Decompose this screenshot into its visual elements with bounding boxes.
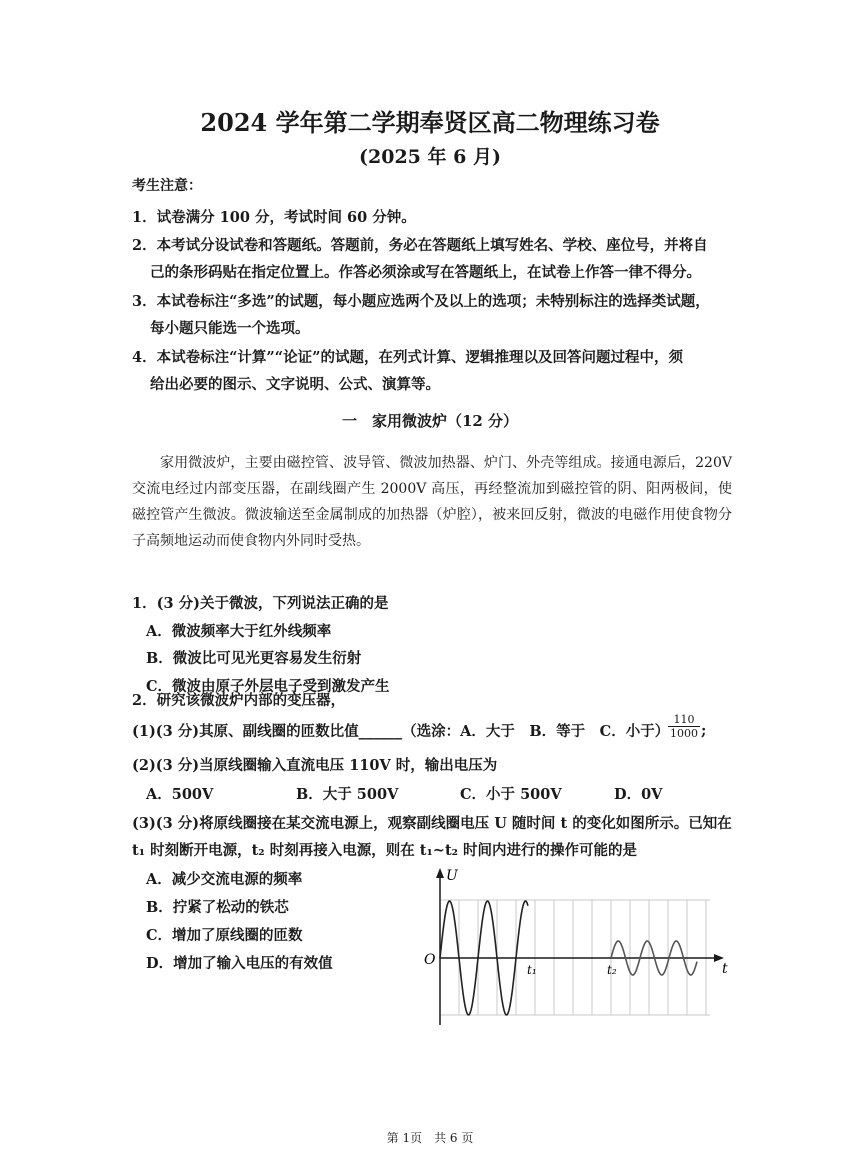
q2-sub2-option-c: C．小于 500V [460, 786, 562, 803]
page-title: 2024 学年第二学期奉贤区高二物理练习卷 [200, 108, 660, 137]
notice-item-1: 1．试卷满分 100 分，考试时间 60 分钟。 [132, 209, 416, 226]
page-subtitle: (2025 年 6 月) [359, 146, 501, 168]
notice-item-3: 3．本试卷标注“多选”的试题，每小题应选两个及以上的选项；未特别标注的选择类试题， [132, 293, 710, 310]
q2-stem: 2．研究该微波炉内部的变压器， [132, 692, 346, 709]
x-axis-label: t [722, 961, 728, 977]
t1-label: t₁ [527, 963, 537, 977]
q2-sub3-option-b: B．拧紧了松动的铁芯 [146, 899, 289, 916]
ratio-fraction [668, 713, 700, 740]
passage-text: 家用微波炉，主要由磁控管、波导管、微波加热器、炉门、外壳等组成。接通电源后，220V 交流电经过内部变压器，在副线圈产生 2000V 高压，再经整流加到磁控管的阴、阳两极间，使磁控管产生微波。微波输送至金属制成的加热器（炉腔），被来回反射，微波的电磁作用使食物分子高频地运动而使食物内外同时受热。 [132, 455, 732, 549]
q1-option-c: C．微波由原子外层电子受到激发产生 [146, 678, 390, 695]
q2-sub2-option-b: B．大于 500V [296, 786, 399, 803]
notice-heading: 考生注意： [132, 178, 202, 194]
q2-sub2-option-a: A．500V [146, 786, 214, 803]
q2-sub2-option-d: D．0V [614, 786, 663, 803]
notice-item-2-cont: 己的条形码贴在指定位置上。作答必须涂或写在答题纸上，在试卷上作答一律不得分。 [150, 264, 701, 281]
t2-label: t₂ [607, 963, 617, 977]
q2-sub3-line2: t₁ 时刻断开电源，t₂ 时刻再接入电源，则在 t₁~t₂ 时间内进行的操作可能的是 [132, 842, 638, 859]
page-footer: 第 1页 共 6 页 [386, 1131, 474, 1145]
fraction-numerator: 110 [673, 713, 695, 726]
q2-sub3-line1: (3)(3 分)将原线圈接在某交流电源上，观察副线圈电压 U 随时间 t 的变化如图所示。已知在 [132, 815, 732, 832]
q2-sub3-option-c: C．增加了原线圈的匝数 [146, 927, 303, 944]
q2-sub2: (2)(3 分)当原线圈输入直流电压 110V 时，输出电压为 [132, 757, 498, 774]
notice-item-4: 4．本试卷标注“计算”“论证”的试题，在列式计算、逻辑推理以及回答问题过程中，须 [132, 349, 683, 366]
fraction-denominator: 1000 [670, 727, 698, 740]
section-heading: 一 家用微波炉（12 分） [341, 412, 519, 430]
q2-sub1: (1)(3 分)其原、副线圈的匝数比值______（选涂：A．大于 B．等于 C．小于） [132, 723, 670, 740]
origin-label: O [424, 952, 436, 968]
notice-item-3-cont: 每小题只能选一个选项。 [150, 320, 310, 337]
q1-stem: 1．(3 分)关于微波，下列说法正确的是 [132, 595, 389, 612]
notice-item-2: 2．本考试分设试卷和答题纸。答题前，务必在答题纸上填写姓名、学校、座位号，并将自 [132, 237, 708, 254]
q1-option-b: B．微波比可见光更容易发生衍射 [146, 650, 362, 667]
q2-sub1-end: ; [701, 722, 707, 739]
notice-item-4-cont: 给出必要的图示、文字说明、公式、演算等。 [150, 376, 440, 393]
y-axis-label: U [446, 868, 458, 884]
q2-sub3-option-a: A．减少交流电源的频率 [146, 871, 303, 888]
voltage-time-graph [410, 860, 740, 1035]
y-axis-arrow-icon [436, 868, 444, 878]
q2-sub3-option-d: D．增加了输入电压的有效值 [146, 955, 333, 972]
q1-option-a: A．微波频率大于红外线频率 [146, 623, 332, 640]
